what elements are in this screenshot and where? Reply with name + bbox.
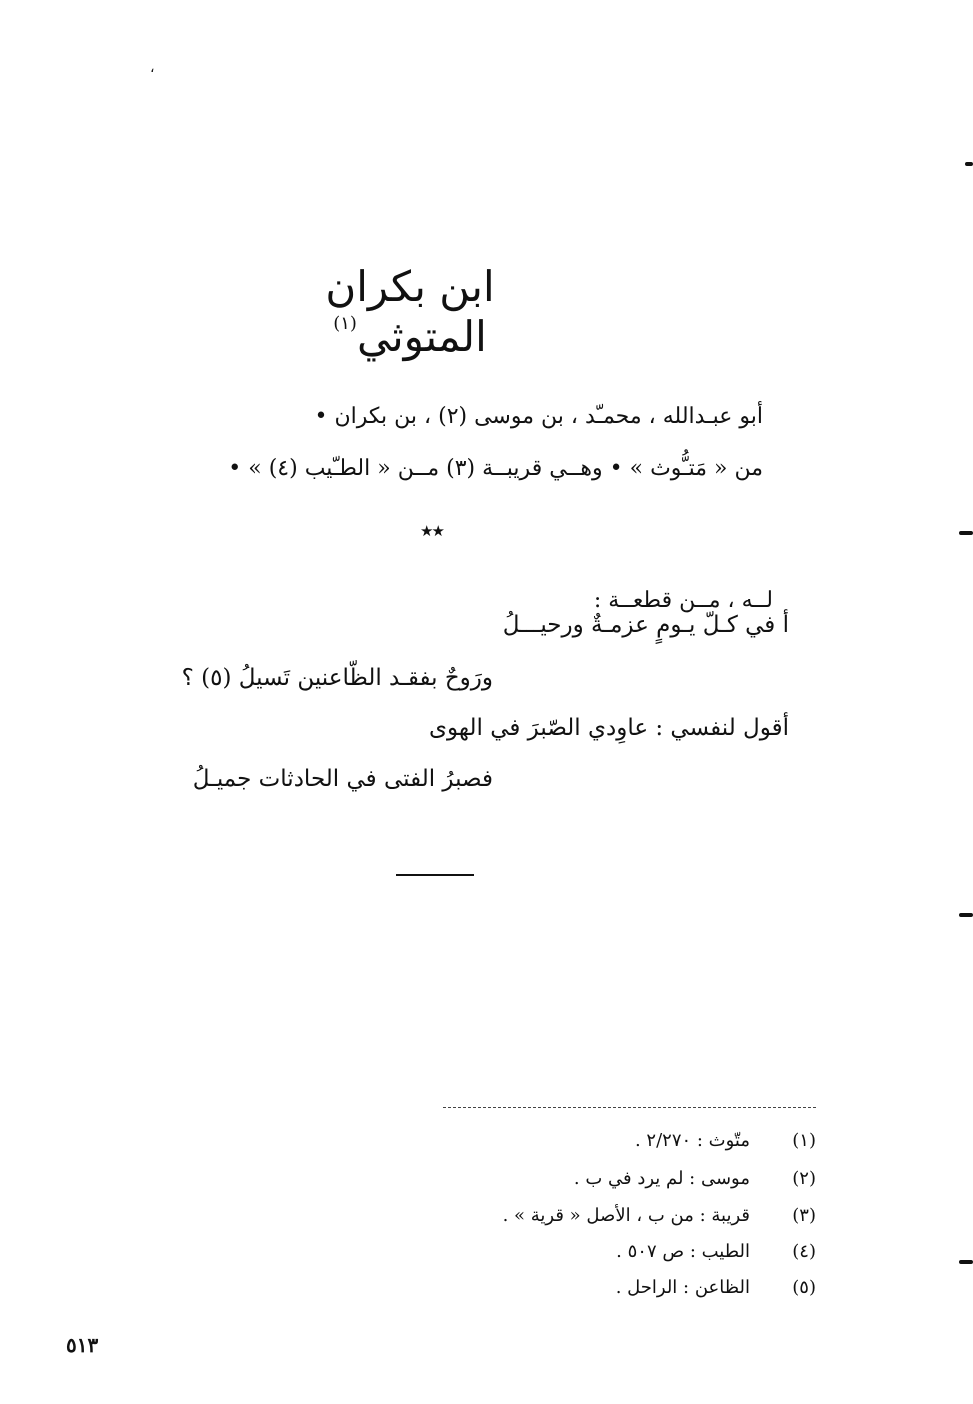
scan-edge-mark (959, 1260, 973, 1264)
section-separator-stars: ★★ (420, 522, 443, 540)
scan-edge-mark (959, 913, 973, 917)
footnote-number: (١) (792, 1130, 816, 1151)
stray-mark: ، (150, 60, 155, 76)
footnote-number: (٢) (792, 1168, 816, 1189)
verse-1-first-hemistich: أ في كـلّ يـومٍ عزمـةٌ ورحيـــلُ (502, 612, 789, 638)
footnote-number: (٥) (792, 1277, 816, 1298)
footnote (416, 1277, 816, 1303)
entry-title (250, 262, 570, 363)
footnote-number: (٣) (792, 1205, 816, 1226)
footnote (416, 1130, 816, 1156)
footnote (416, 1205, 816, 1231)
section-end-rule (396, 874, 474, 876)
verse-intro: لــه ، مــن قطعــة : (593, 588, 773, 613)
footnote-divider (443, 1107, 816, 1108)
footnote-text: موسى : لم يرد في ب . (573, 1168, 750, 1189)
bio-line-2: من « مَتـُّوث » • وهــي قريبــة (٣) مــن « الطـّيب (٤) » • (228, 456, 763, 481)
footnote-text: الطيب : ص ٥٠٧ . (616, 1241, 750, 1262)
footnote (416, 1241, 816, 1267)
scan-edge-mark (965, 162, 973, 166)
bio-line-1: أبو عبـدالله ، محمـّد ، بن موسى (٢) ، بن بكران • (314, 404, 763, 429)
verse-1-second-hemistich: ورَوحٌ بفقـد الظّاعنين تَسيلُ (٥) ؟ (181, 665, 493, 691)
footnote-text: الظاعن : الراحل . (615, 1277, 750, 1298)
scan-edge-mark (959, 531, 973, 535)
verse-2-second-hemistich: فصبرُ الفتى في الحادثات جميـلُ (192, 766, 493, 792)
entry-title-text: ابن بكران المتوثي (325, 262, 495, 362)
footnote-text: قريبة : من ب ، الأصل « قرية » . (502, 1205, 750, 1226)
footnote (416, 1168, 816, 1194)
footnote-number: (٤) (792, 1241, 816, 1262)
page-number: ٥١٣ (66, 1333, 99, 1357)
title-footnote-ref: (١) (333, 313, 357, 335)
footnote-text: متّوث : ٢/٢٧٠ . (634, 1130, 750, 1151)
verse-2-first-hemistich: أقول لنفسي : عاوِدي الصّبرَ في الهوى (429, 715, 789, 741)
